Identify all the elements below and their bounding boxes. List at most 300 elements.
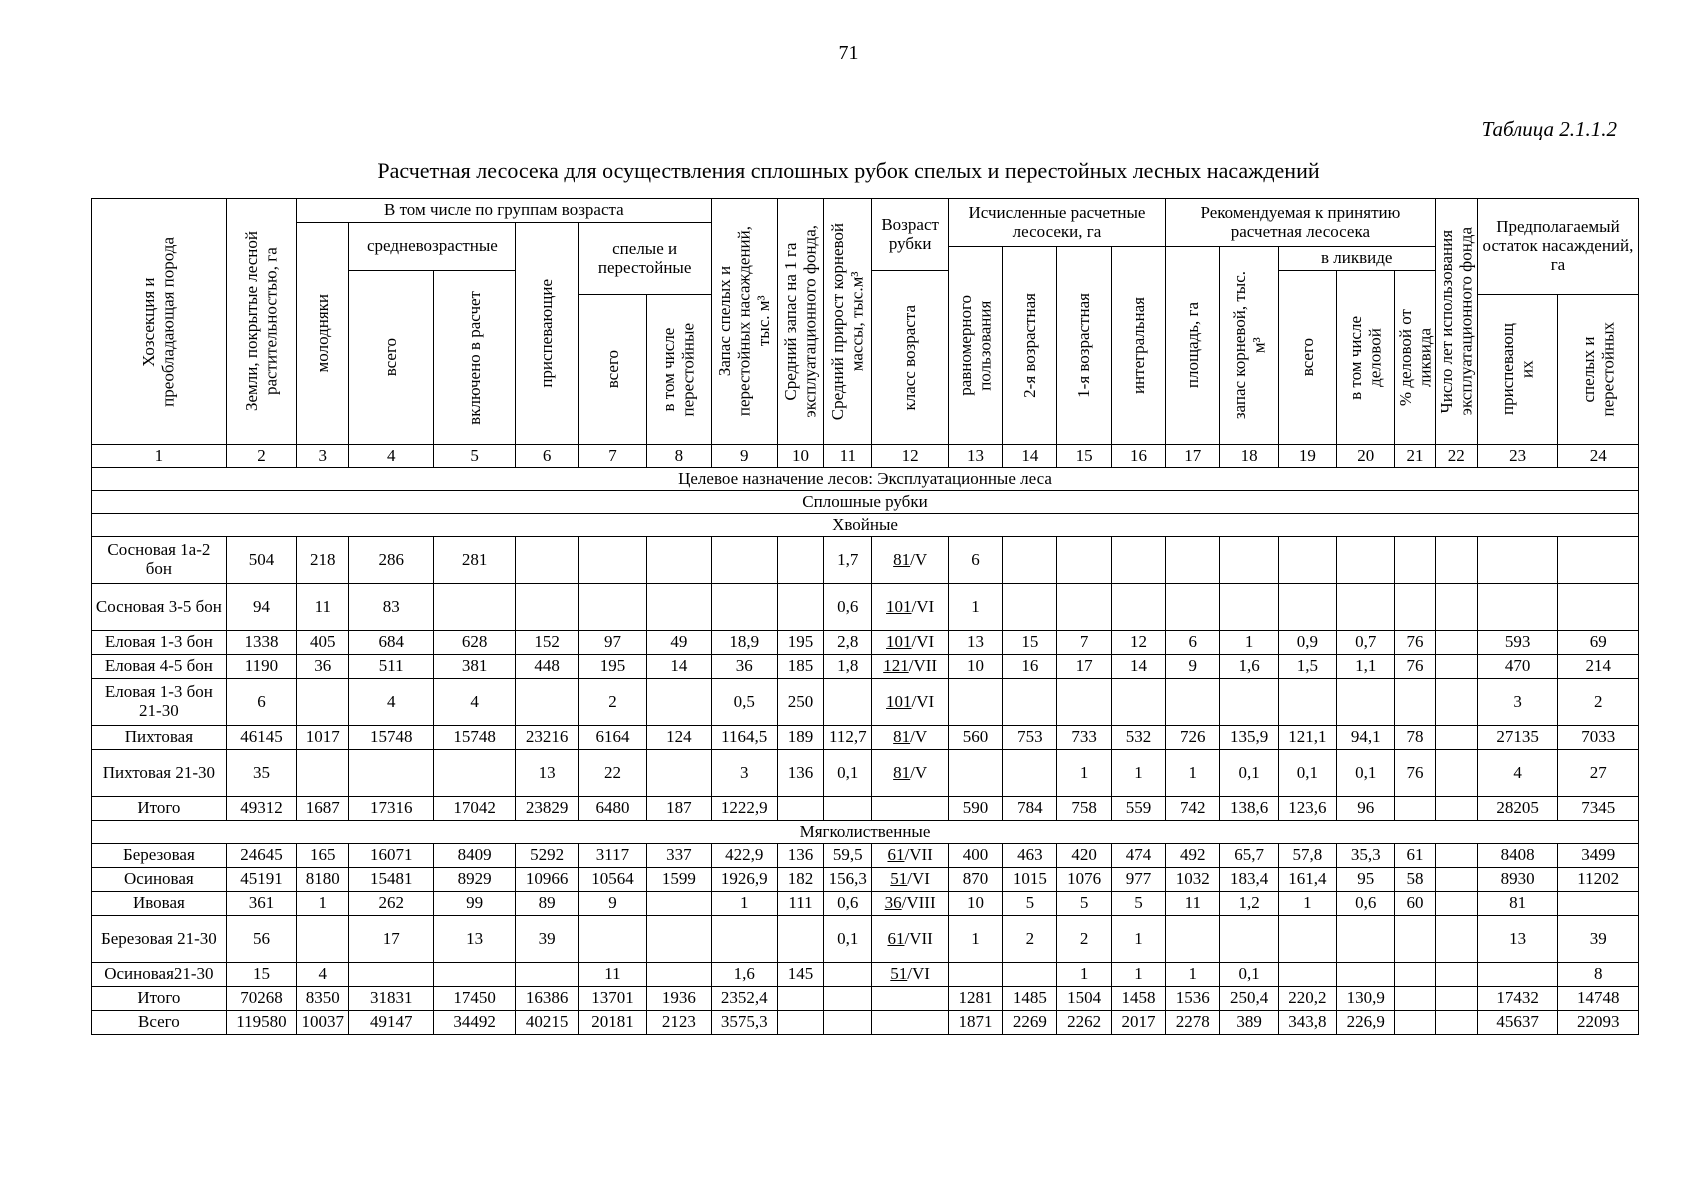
cell xyxy=(1435,797,1477,821)
cell: 15 xyxy=(1003,631,1057,655)
cell: 24645 xyxy=(226,844,296,868)
header-root-stock: запас корневой, тыс. м³ xyxy=(1220,247,1278,445)
cell: 182 xyxy=(777,868,823,892)
cell-age-class xyxy=(872,631,948,655)
cell: 1,7 xyxy=(824,537,872,584)
cell: 2 xyxy=(1558,679,1639,726)
cell: 35 xyxy=(226,750,296,797)
cell xyxy=(1435,916,1477,963)
header-liquid-total: всего xyxy=(1278,271,1336,445)
row-label: Всего xyxy=(92,1011,227,1035)
cell xyxy=(1166,916,1220,963)
cutting-age-value: 61 xyxy=(887,845,905,865)
cell: 49 xyxy=(647,631,711,655)
grand-total-row xyxy=(92,1011,1639,1035)
cell xyxy=(1395,916,1435,963)
header-stock-mature: Запас спелых и перестойных насаждений, тыс. м³ xyxy=(711,199,777,445)
cell: 1190 xyxy=(226,655,296,679)
header-avg-stock: Средний запас на 1 га эксплуатационного фонда, xyxy=(777,199,823,445)
cell xyxy=(647,916,711,963)
age-class-value: /VI xyxy=(911,691,935,711)
cell: 13 xyxy=(948,631,1002,655)
cell xyxy=(1435,1011,1477,1035)
cell xyxy=(578,584,646,631)
cell xyxy=(1003,679,1057,726)
cell: 39 xyxy=(1558,916,1639,963)
header-liquid-business: в том числе деловой xyxy=(1337,271,1395,445)
cell xyxy=(1057,584,1111,631)
cell: 753 xyxy=(1003,726,1057,750)
cell: 1 xyxy=(1166,750,1220,797)
header-remainder-maturing: приспевающ их xyxy=(1477,295,1557,445)
cell xyxy=(711,584,777,631)
cell: 1,1 xyxy=(1337,655,1395,679)
row-label: Березовая xyxy=(92,844,227,868)
cutting-age-value: 51 xyxy=(890,869,908,889)
column-number: 5 xyxy=(433,445,515,468)
cell: 20181 xyxy=(578,1011,646,1035)
cell: 4 xyxy=(433,679,515,726)
cell: 218 xyxy=(297,537,349,584)
cell xyxy=(777,987,823,1011)
row-label: Пихтовая 21-30 xyxy=(92,750,227,797)
section-row-cutting xyxy=(92,491,1639,514)
age-class-value: /V xyxy=(910,762,928,782)
cell xyxy=(516,537,578,584)
column-number: 16 xyxy=(1111,445,1165,468)
table-row xyxy=(92,868,1639,892)
cell: 96 xyxy=(1337,797,1395,821)
cell: 0,1 xyxy=(824,750,872,797)
header-remainder-mature: спелых и перестойных xyxy=(1558,295,1639,445)
cell xyxy=(948,679,1002,726)
cell xyxy=(1220,584,1278,631)
row-label: Еловая 1-3 бон xyxy=(92,631,227,655)
cell: 0,1 xyxy=(1220,750,1278,797)
cell: 590 xyxy=(948,797,1002,821)
header-first-age: 1-я возрастная xyxy=(1057,247,1111,445)
cell: 742 xyxy=(1166,797,1220,821)
cell xyxy=(1003,584,1057,631)
cell: 532 xyxy=(1111,726,1165,750)
cell xyxy=(1435,892,1477,916)
cell: 1,8 xyxy=(824,655,872,679)
cell: 361 xyxy=(226,892,296,916)
cell xyxy=(647,750,711,797)
cell-age-class xyxy=(872,679,948,726)
cell xyxy=(1435,655,1477,679)
cell: 1504 xyxy=(1057,987,1111,1011)
cell: 145 xyxy=(777,963,823,987)
cell: 4 xyxy=(297,963,349,987)
cell: 7345 xyxy=(1558,797,1639,821)
cell: 0,5 xyxy=(711,679,777,726)
age-class-value: /V xyxy=(910,727,928,747)
total-row-conifers xyxy=(92,797,1639,821)
column-number: 17 xyxy=(1166,445,1220,468)
cell: 189 xyxy=(777,726,823,750)
header-cutting-age: Возраст рубки xyxy=(872,199,948,271)
cell xyxy=(516,584,578,631)
cell xyxy=(297,750,349,797)
column-number: 15 xyxy=(1057,445,1111,468)
column-number: 10 xyxy=(777,445,823,468)
cell: 784 xyxy=(1003,797,1057,821)
cell: 89 xyxy=(516,892,578,916)
cell: 49312 xyxy=(226,797,296,821)
cutting-age-value: 61 xyxy=(887,928,905,948)
cell: 511 xyxy=(349,655,433,679)
cell: 112,7 xyxy=(824,726,872,750)
column-number: 20 xyxy=(1337,445,1395,468)
cell: 1 xyxy=(1111,750,1165,797)
cell: 94 xyxy=(226,584,296,631)
cell: 23829 xyxy=(516,797,578,821)
cell xyxy=(1278,916,1336,963)
cell: 3 xyxy=(1477,679,1557,726)
cell xyxy=(1477,963,1557,987)
column-number: 4 xyxy=(349,445,433,468)
cell: 16 xyxy=(1003,655,1057,679)
cell: 5 xyxy=(1111,892,1165,916)
cell: 6 xyxy=(226,679,296,726)
cell: 11 xyxy=(1166,892,1220,916)
cell: 13 xyxy=(516,750,578,797)
cell: 1871 xyxy=(948,1011,1002,1035)
table-title: Расчетная лесосека для осуществления сплошных рубок спелых и перестойных лесных насаждений xyxy=(377,158,1320,183)
cell xyxy=(1435,679,1477,726)
column-number: 19 xyxy=(1278,445,1336,468)
cell xyxy=(777,797,823,821)
cell: 214 xyxy=(1558,655,1639,679)
header-in-liquid: в ликвиде xyxy=(1278,247,1435,271)
cell: 130,9 xyxy=(1337,987,1395,1011)
row-label: Сосновая 3-5 бон xyxy=(92,584,227,631)
cell: 492 xyxy=(1166,844,1220,868)
cell xyxy=(1435,537,1477,584)
cell: 389 xyxy=(1220,1011,1278,1035)
cell xyxy=(647,584,711,631)
table-row xyxy=(92,631,1639,655)
cell xyxy=(1435,726,1477,750)
cell: 3499 xyxy=(1558,844,1639,868)
cell: 60 xyxy=(1395,892,1435,916)
cell: 1 xyxy=(1057,750,1111,797)
cell: 684 xyxy=(349,631,433,655)
column-number: 12 xyxy=(872,445,948,468)
cell xyxy=(1337,963,1395,987)
cutting-age-value: 51 xyxy=(890,964,908,984)
header-remainder: Предполагаемый остаток насаждений, га xyxy=(1477,199,1638,295)
cutting-area-table xyxy=(91,198,1639,1035)
cell xyxy=(1111,537,1165,584)
cell: 1 xyxy=(1111,963,1165,987)
cell: 7033 xyxy=(1558,726,1639,750)
cell: 463 xyxy=(1003,844,1057,868)
table-row xyxy=(92,916,1639,963)
cell: 27135 xyxy=(1477,726,1557,750)
page-number: 71 xyxy=(838,42,859,64)
cell-age-class xyxy=(872,797,948,821)
cell xyxy=(1435,750,1477,797)
cell: 870 xyxy=(948,868,1002,892)
cell: 8180 xyxy=(297,868,349,892)
column-number: 11 xyxy=(824,445,872,468)
cell: 2 xyxy=(578,679,646,726)
cell xyxy=(1166,679,1220,726)
cell: 1 xyxy=(1111,916,1165,963)
cell xyxy=(1337,916,1395,963)
cell: 111 xyxy=(777,892,823,916)
cell: 3117 xyxy=(578,844,646,868)
cell: 381 xyxy=(433,655,515,679)
cell: 1164,5 xyxy=(711,726,777,750)
cell xyxy=(1395,1011,1435,1035)
cell: 1 xyxy=(948,916,1002,963)
cell: 733 xyxy=(1057,726,1111,750)
cell: 1338 xyxy=(226,631,296,655)
cell xyxy=(711,916,777,963)
section-title: Целевое назначение лесов: Эксплуатационные леса xyxy=(92,468,1639,491)
cell xyxy=(1057,537,1111,584)
cell-age-class xyxy=(872,916,948,963)
cell: 36 xyxy=(711,655,777,679)
table-row xyxy=(92,963,1639,987)
cell: 14 xyxy=(647,655,711,679)
cell xyxy=(1435,584,1477,631)
age-class-value: /VIII xyxy=(901,893,936,913)
cell xyxy=(948,963,1002,987)
column-number: 1 xyxy=(92,445,227,468)
header-age-groups: В том числе по группам возраста xyxy=(297,199,711,223)
header-mature: спелые и перестойные xyxy=(578,223,711,295)
cell: 10966 xyxy=(516,868,578,892)
cell: 4 xyxy=(1477,750,1557,797)
cell xyxy=(433,963,515,987)
cell: 124 xyxy=(647,726,711,750)
cell: 3575,3 xyxy=(711,1011,777,1035)
cell: 8929 xyxy=(433,868,515,892)
section-row-conifers xyxy=(92,514,1639,537)
cell: 94,1 xyxy=(1337,726,1395,750)
cell: 59,5 xyxy=(824,844,872,868)
cell: 1 xyxy=(297,892,349,916)
cell: 8408 xyxy=(1477,844,1557,868)
age-class-value: /VII xyxy=(904,845,933,865)
column-number: 14 xyxy=(1003,445,1057,468)
cell: 0,1 xyxy=(824,916,872,963)
column-number: 22 xyxy=(1435,445,1477,468)
cell xyxy=(647,963,711,987)
row-label: Еловая 1-3 бон 21-30 xyxy=(92,679,227,726)
cell: 14 xyxy=(1111,655,1165,679)
cell: 448 xyxy=(516,655,578,679)
cell xyxy=(1558,537,1639,584)
cell xyxy=(1337,584,1395,631)
table-row xyxy=(92,726,1639,750)
cell: 400 xyxy=(948,844,1002,868)
cell: 156,3 xyxy=(824,868,872,892)
cell: 8409 xyxy=(433,844,515,868)
cell-age-class xyxy=(872,750,948,797)
cell xyxy=(647,537,711,584)
cell: 474 xyxy=(1111,844,1165,868)
cell: 152 xyxy=(516,631,578,655)
cell: 57,8 xyxy=(1278,844,1336,868)
header-maturing: приспевающие xyxy=(516,223,578,445)
header-calculated: Исчисленные расчетные лесосеки, га xyxy=(948,199,1165,247)
cell xyxy=(824,1011,872,1035)
cell: 17450 xyxy=(433,987,515,1011)
cell: 95 xyxy=(1337,868,1395,892)
cell: 262 xyxy=(349,892,433,916)
cell: 13 xyxy=(433,916,515,963)
cell: 1536 xyxy=(1166,987,1220,1011)
cell: 17042 xyxy=(433,797,515,821)
cell: 1 xyxy=(1278,892,1336,916)
cell: 1485 xyxy=(1003,987,1057,1011)
cell: 250,4 xyxy=(1220,987,1278,1011)
cell xyxy=(1435,844,1477,868)
cell: 1936 xyxy=(647,987,711,1011)
cell: 11 xyxy=(297,584,349,631)
cell: 1926,9 xyxy=(711,868,777,892)
cell xyxy=(1558,892,1639,916)
header-breed: Хозсекция и преобладающая порода xyxy=(92,199,227,445)
header-area: площадь, га xyxy=(1166,247,1220,445)
cell xyxy=(824,797,872,821)
cell xyxy=(1395,987,1435,1011)
header-middle-total: всего xyxy=(349,271,433,445)
age-class-value: /VII xyxy=(904,928,933,948)
cell: 1,5 xyxy=(1278,655,1336,679)
cell: 5 xyxy=(1057,892,1111,916)
cell: 593 xyxy=(1477,631,1557,655)
cell: 2123 xyxy=(647,1011,711,1035)
row-label: Осиновая21-30 xyxy=(92,963,227,987)
cell: 58 xyxy=(1395,868,1435,892)
cell xyxy=(1278,963,1336,987)
cell: 183,4 xyxy=(1220,868,1278,892)
cell: 2278 xyxy=(1166,1011,1220,1035)
cutting-age-value: 101 xyxy=(886,691,912,711)
cell: 0,1 xyxy=(1337,750,1395,797)
cell: 1 xyxy=(948,584,1002,631)
cell: 99 xyxy=(433,892,515,916)
cell: 76 xyxy=(1395,631,1435,655)
cell xyxy=(777,916,823,963)
cell: 65,7 xyxy=(1220,844,1278,868)
cell-age-class xyxy=(872,987,948,1011)
cell xyxy=(824,963,872,987)
cell: 136 xyxy=(777,750,823,797)
cell: 15748 xyxy=(433,726,515,750)
cell: 40215 xyxy=(516,1011,578,1035)
cell xyxy=(777,1011,823,1035)
cell: 31831 xyxy=(349,987,433,1011)
age-class-value: /VI xyxy=(907,964,930,984)
table-row xyxy=(92,584,1639,631)
cell: 5 xyxy=(1003,892,1057,916)
cell xyxy=(1435,868,1477,892)
cell xyxy=(1558,584,1639,631)
cell: 8350 xyxy=(297,987,349,1011)
cell xyxy=(433,584,515,631)
cell: 0,6 xyxy=(824,892,872,916)
cell xyxy=(1278,537,1336,584)
cell xyxy=(824,987,872,1011)
column-number: 3 xyxy=(297,445,349,468)
cell xyxy=(1220,679,1278,726)
cell: 1222,9 xyxy=(711,797,777,821)
cell: 185 xyxy=(777,655,823,679)
cell: 7 xyxy=(1057,631,1111,655)
cell: 78 xyxy=(1395,726,1435,750)
cell xyxy=(647,679,711,726)
cell: 1 xyxy=(1220,631,1278,655)
cell: 70268 xyxy=(226,987,296,1011)
cell-age-class xyxy=(872,726,948,750)
cell xyxy=(297,679,349,726)
cell: 10037 xyxy=(297,1011,349,1035)
cutting-age-value: 121 xyxy=(883,656,909,676)
cell: 5292 xyxy=(516,844,578,868)
cell: 17432 xyxy=(1477,987,1557,1011)
cell: 165 xyxy=(297,844,349,868)
total-row-deciduous xyxy=(92,987,1639,1011)
cell: 758 xyxy=(1057,797,1111,821)
cell xyxy=(777,584,823,631)
cell: 250 xyxy=(777,679,823,726)
cell: 2 xyxy=(1057,916,1111,963)
cell: 405 xyxy=(297,631,349,655)
cell: 11202 xyxy=(1558,868,1639,892)
cell: 23216 xyxy=(516,726,578,750)
cell: 136 xyxy=(777,844,823,868)
cutting-age-value: 36 xyxy=(884,893,902,913)
cell xyxy=(647,892,711,916)
cell: 45637 xyxy=(1477,1011,1557,1035)
cell: 17 xyxy=(349,916,433,963)
cell: 343,8 xyxy=(1278,1011,1336,1035)
cell: 76 xyxy=(1395,750,1435,797)
cell: 195 xyxy=(578,655,646,679)
header-integral: интегральная xyxy=(1111,247,1165,445)
cell: 46145 xyxy=(226,726,296,750)
cell: 422,9 xyxy=(711,844,777,868)
header-years-use: Число лет использования эксплуатационного фонда xyxy=(1435,199,1477,445)
cell xyxy=(1111,679,1165,726)
cutting-age-value: 81 xyxy=(893,727,911,747)
cell: 2352,4 xyxy=(711,987,777,1011)
cell: 1015 xyxy=(1003,868,1057,892)
cell: 2,8 xyxy=(824,631,872,655)
section-row-purpose xyxy=(92,468,1639,491)
cell xyxy=(1337,537,1395,584)
cell: 0,9 xyxy=(1278,631,1336,655)
table-row xyxy=(92,679,1639,726)
cell-age-class xyxy=(872,868,948,892)
cell-age-class xyxy=(872,655,948,679)
table-row xyxy=(92,750,1639,797)
cell: 27 xyxy=(1558,750,1639,797)
cell xyxy=(1337,679,1395,726)
header-forest-land: Земли, покрытые лесной растительностью, га xyxy=(226,199,296,445)
cell xyxy=(1395,963,1435,987)
cell: 504 xyxy=(226,537,296,584)
age-class-value: /VI xyxy=(911,596,935,616)
cell: 34492 xyxy=(433,1011,515,1035)
